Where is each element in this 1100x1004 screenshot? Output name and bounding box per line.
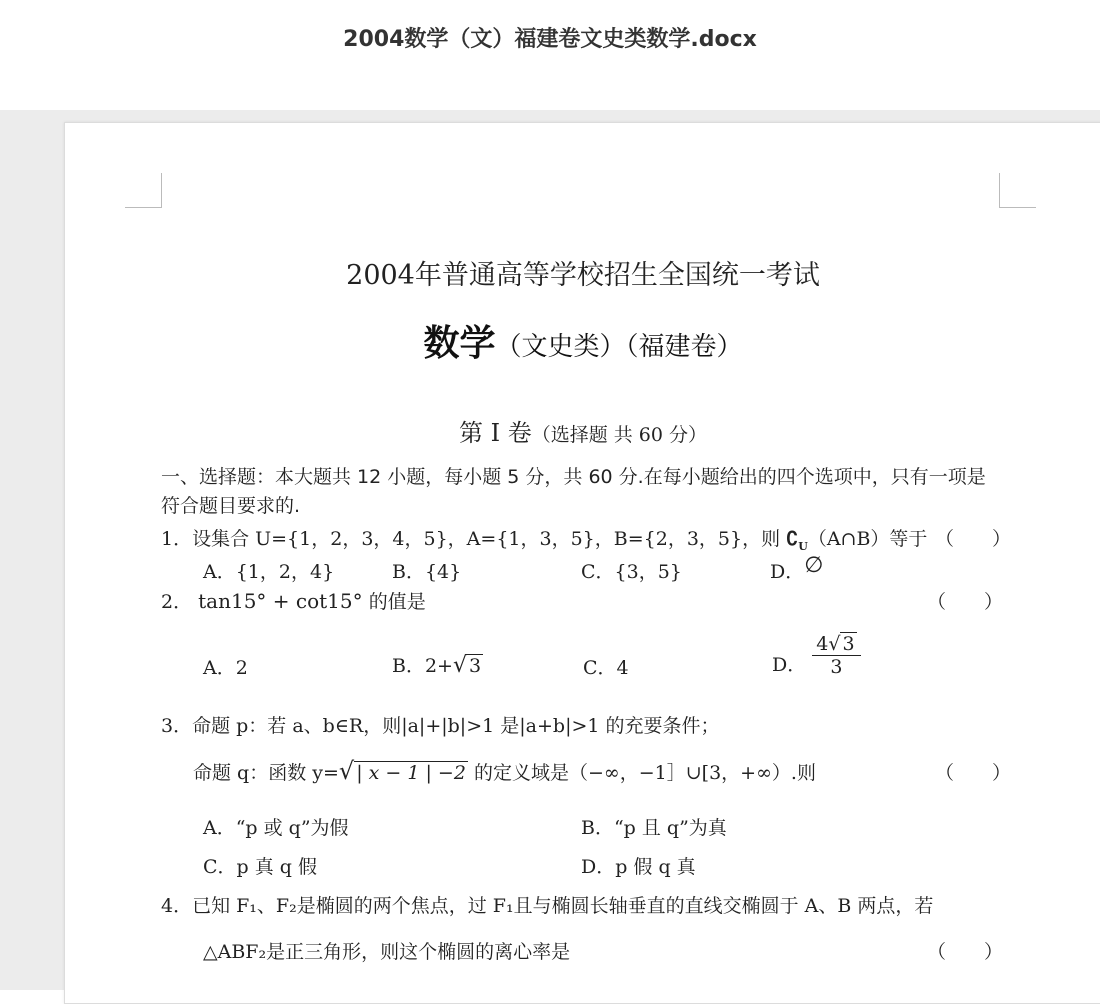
document-page: [64, 122, 1100, 1004]
q3-option-c: C．p 真 q 假: [203, 856, 317, 878]
q1-option-a: A．{1，2，4}: [203, 561, 335, 583]
q2-option-c: C．4: [583, 657, 629, 679]
q2-option-d-fraction: $\frac{4√ 3}{3}$: [812, 633, 860, 678]
q1-option-d: D．∅: [770, 553, 824, 583]
q3-answer-paren: （ ）: [935, 762, 1012, 784]
q2-option-b: B．2+√ 3: [392, 653, 482, 678]
subject-main: 数学: [423, 323, 496, 364]
complement-symbol: $∁_U$: [786, 528, 808, 553]
q1-stem-tail: （A∩B）等于: [807, 528, 928, 550]
q1-stem: [161, 524, 927, 553]
q2-option-d: D． $\frac{4√ 3}{3}$: [772, 633, 861, 678]
margin-corner-mark-right: [999, 173, 1036, 208]
document-viewer[interactable]: [0, 110, 1100, 990]
subject-sub: （文史类）（福建卷）: [495, 332, 743, 362]
q3-stem-p: 3．命题 p：若 a、b∈R，则|a|+|b|>1 是|a+b|>1 的充要条件；: [161, 715, 720, 737]
subject-title: [65, 315, 1100, 366]
q3-stem-q: 命题 q：函数 y=√ | x − 1 | −2 的定义域是（−∞，−1］∪[3，+∞）.则: [193, 757, 816, 785]
q3-radicand: | x − 1 | −2: [356, 762, 466, 784]
margin-corner-mark-left: [125, 173, 162, 208]
q2-expression: tan15° + cot15°: [198, 589, 363, 613]
volume-heading: [65, 413, 1100, 448]
q1-stem-text: 1．设集合 U={1，2，3，4，5}，A={1，3，5}，B={2，3，5}，则: [161, 528, 781, 550]
document-title: 2004数学（文）福建卷文史类数学.docx: [343, 27, 757, 52]
volume-note: （选择题 共 60 分）: [531, 424, 708, 446]
q2-stem-tail: 的值是: [368, 591, 426, 613]
sqrt-sign: √: [338, 757, 355, 785]
volume-label: 第 Ⅰ 卷: [458, 419, 532, 447]
q1-option-b: B．{4}: [392, 561, 462, 583]
q4-answer-paren: （ ）: [927, 941, 1004, 963]
title-bar: [0, 0, 1100, 110]
q3-option-d: D．p 假 q 真: [581, 856, 696, 878]
exam-heading: 2004年普通高等学校招生全国统一考试: [346, 260, 820, 291]
q3-option-b: B．“p 且 q”为真: [581, 817, 727, 839]
q3-option-a: A．“p 或 q”为假: [203, 817, 349, 839]
q2-option-a: A．2: [203, 657, 248, 679]
q4-stem-line1: 4．已知 F₁、F₂是椭圆的两个焦点，过 F₁且与椭圆长轴垂直的直线交椭圆于 A、B 两点，若: [161, 895, 934, 917]
q1-option-c: C．{3，5}: [581, 561, 682, 583]
q1-answer-paren: （ ）: [935, 528, 1012, 550]
q2-stem: 2． tan15° + cot15° 的值是: [161, 589, 426, 613]
q4-stem-line2: △ABF₂是正三角形，则这个椭圆的离心率是: [203, 941, 571, 963]
section-heading: 一、选择题：本大题共 12 小题，每小题 5 分，共 60 分.在每小题给出的四个选项中，只有一项是符合题目要求的.: [161, 466, 986, 517]
sqrt-sign: √: [452, 653, 468, 678]
empty-set-symbol: ∅: [804, 553, 824, 578]
q2-answer-paren: （ ）: [927, 591, 1004, 613]
